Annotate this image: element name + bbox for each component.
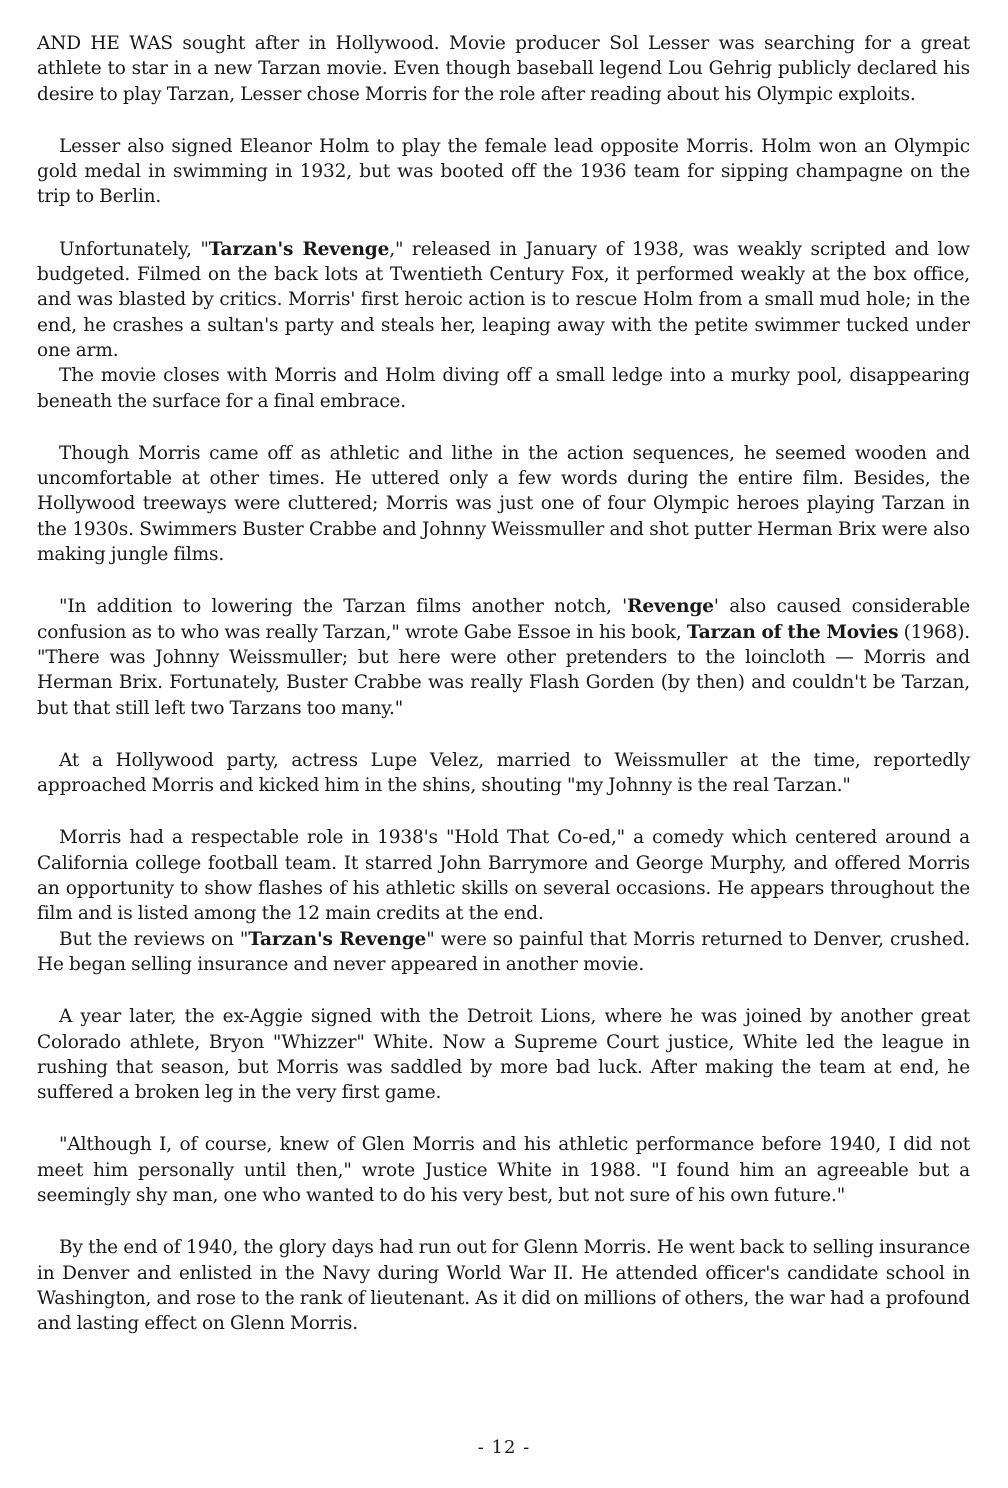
- film-title: Revenge: [627, 596, 714, 618]
- paragraph-wooden-acting: Though Morris came off as athletic and lithe in the action sequences, he seemed wooden and uncomfortable at other times. He uttered only a few words during the entire film. Besides, the Hollywood treeways were cluttered; Morris was just one of four Olympic heroes playing Tarzan in the 1930s. Swimmers Buster Crabbe and Johnny Weissmuller and shot putter Herman Brix were also making jungle films.: [37, 442, 970, 566]
- text-segment: ' also caused considerable confusion as to who was really Tarzan," wrote Gabe Essoe in his book,: [37, 596, 970, 643]
- film-title: Tarzan's Revenge: [248, 928, 427, 950]
- page-number: - 12 -: [477, 1437, 531, 1458]
- paragraph-essoe-quote: [37, 594, 970, 720]
- text-segment: (1968). "There was Johnny Weissmuller; but here were other pretenders to the loincloth — Morris and Herman Brix. Fortunately, Buster Crabbe was really Flash Gorden (by then) and couldn't be Tarzan, but that still left two Tarzans too many.": [37, 621, 971, 719]
- text-segment: ," released in January of 1938, was weakly scripted and low budgeted. Filmed on the back lots at Twentieth Century Fox, it performed weakly at the box office, and was blasted by critics. Morris' first heroic action is to rescue Holm from a small mud hole; in the end, he crashes a sultan's party and steals her, leaping away with the petite swimmer tucked under one arm.: [37, 238, 970, 361]
- book-title: Tarzan of the Movies: [686, 621, 899, 643]
- paragraph-tarzans-revenge: [37, 237, 970, 363]
- text-segment: But the reviews on ": [59, 928, 249, 950]
- paragraph-justice-white-quote: "Although I, of course, knew of Glen Morris and his athletic performance before 1940, I did not meet him personally until then," wrote Justice White in 1988. "I found him an agreeable but a seemingly shy man, one who wanted to do his very best, but not sure of his own future.": [37, 1134, 970, 1206]
- text-segment: "In addition to lowering the Tarzan films another notch, ': [59, 596, 628, 618]
- text-segment: " were so painful that Morris returned to Denver, crushed. He began selling insurance and never appeared in another movie.: [37, 928, 970, 975]
- paragraph-eleanor-holm: Lesser also signed Eleanor Holm to play the female lead opposite Morris. Holm won an Olympic gold medal in swimming in 1932, but was booted off the 1936 team for sipping champagne on the trip to Berlin.: [37, 135, 970, 208]
- paragraph-hollywood: AND HE WAS sought after in Hollywood. Movie producer Sol Lesser was searching for a great athlete to star in a new Tarzan movie. Even though baseball legend Lou Gehrig publicly declared his desire to play Tarzan, Lesser chose Morris for the role after reading about his Olympic exploits.: [37, 33, 970, 105]
- paragraph-reviews: [37, 927, 970, 978]
- paragraph-detroit-lions: A year later, the ex-Aggie signed with the Detroit Lions, where he was joined by another great Colorado athlete, Bryon "Whizzer" White. Now a Supreme Court justice, White led the league in rushing that season, but Morris was saddled by more bad luck. After making the team at end, he suffered a broken leg in the very first game.: [37, 1006, 970, 1104]
- film-title: Tarzan's Revenge: [208, 238, 390, 260]
- paragraph-hold-that-coed: Morris had a respectable role in 1938's "Hold That Co-ed," a comedy which centered around a California college football team. It starred John Barrymore and George Murphy, and offered Morris an opportunity to show flashes of his athletic skills on several occasions. He appears throughout the film and is listed among the 12 main credits at the end.: [37, 827, 970, 925]
- body-text: [37, 31, 970, 1363]
- text-segment: Unfortunately, ": [59, 238, 209, 260]
- paragraph-lupe-velez: At a Hollywood party, actress Lupe Velez, married to Weissmuller at the time, reportedly approached Morris and kicked him in the shins, shouting "my Johnny is the real Tarzan.": [37, 749, 970, 797]
- paragraph-movie-ending: The movie closes with Morris and Holm diving off a small ledge into a murky pool, disappearing beneath the surface for a final embrace.: [37, 365, 970, 412]
- paragraph-world-war-ii: By the end of 1940, the glory days had run out for Glenn Morris. He went back to selling insurance in Denver and enlisted in the Navy during World War II. He attended officer's candidate school in Washington, and rose to the rank of lieutenant. As it did on millions of others, the war had a profound and lasting effect on Glenn Morris.: [37, 1237, 970, 1335]
